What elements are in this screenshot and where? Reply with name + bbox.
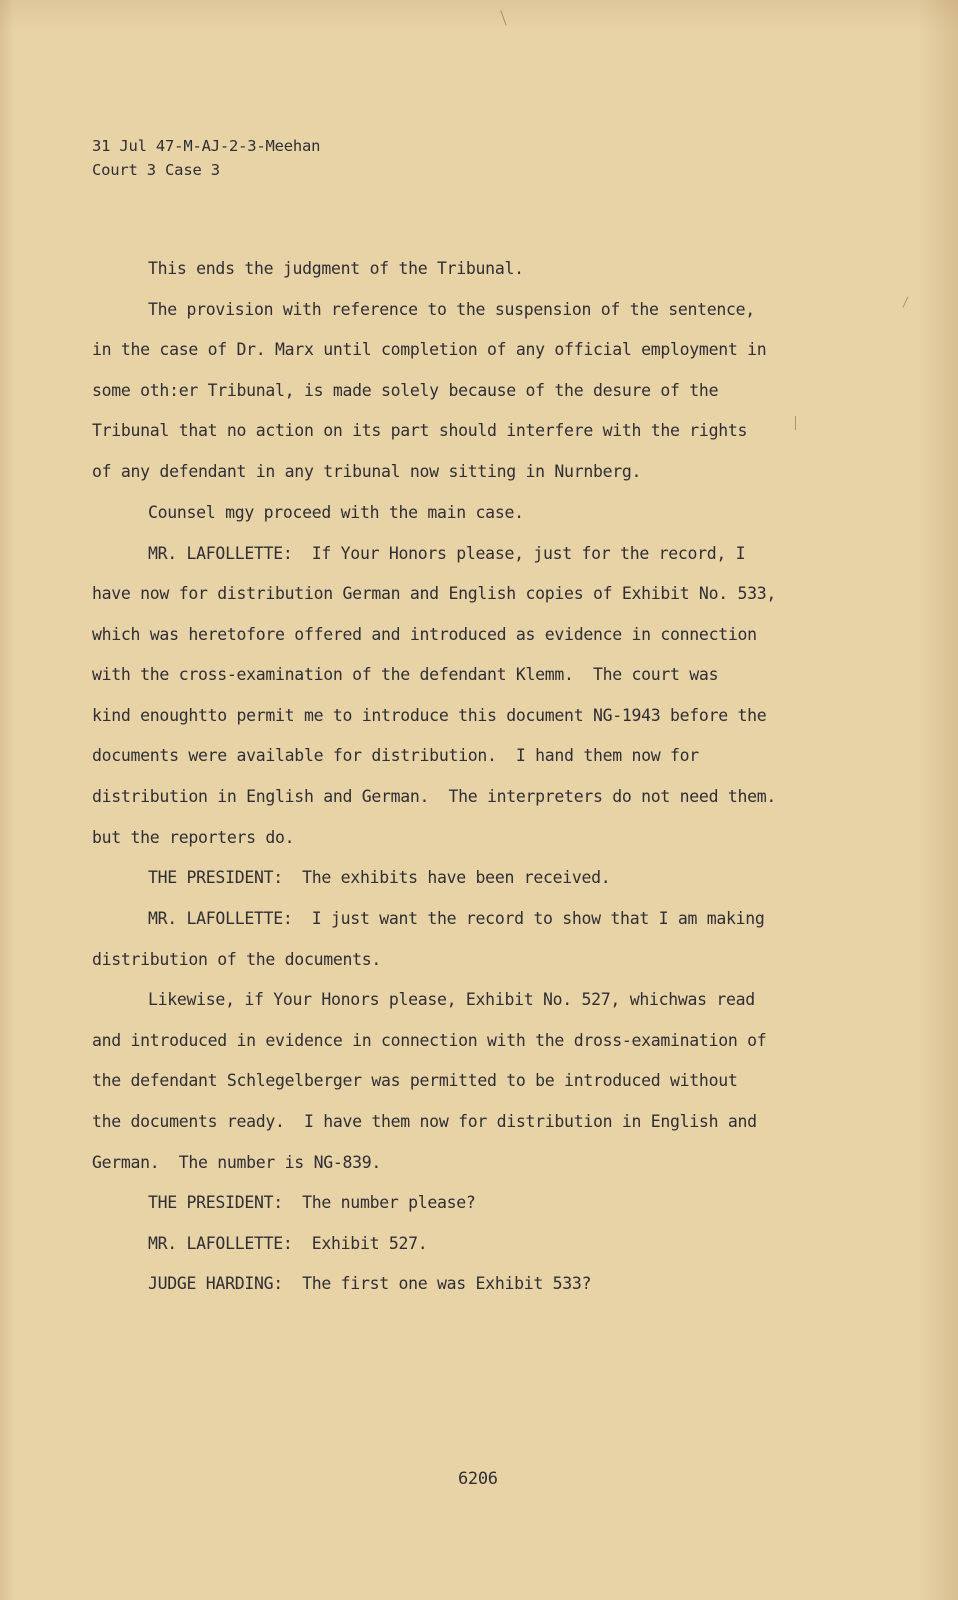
text-line: Likewise, if Your Honors please, Exhibit No. 527, whichwas read: [148, 990, 755, 1009]
text-line: but the reporters do.: [92, 828, 295, 847]
text-line: MR. LAFOLLETTE: If Your Honors please, just for the record, I: [148, 544, 746, 563]
stray-mark: [795, 416, 796, 430]
text-line: JUDGE HARDING: The first one was Exhibit 533?: [148, 1274, 592, 1293]
document-header: [92, 134, 320, 182]
text-line: distribution of the documents.: [92, 950, 382, 969]
text-line: MR. LAFOLLETTE: I just want the record to show that I am making: [148, 909, 765, 928]
text-line: MR. LAFOLLETTE: Exhibit 527.: [148, 1234, 428, 1253]
header-reference: 31 Jul 47-M-AJ-2-3-Meehan: [92, 137, 321, 155]
text-line: This ends the judgment of the Tribunal.: [148, 259, 524, 278]
stray-mark: [500, 10, 506, 25]
text-line: The provision with reference to the suspension of the sentence,: [148, 300, 755, 319]
page-number: 6206: [458, 1469, 498, 1489]
text-line: THE PRESIDENT: The exhibits have been received.: [148, 868, 611, 887]
text-line: the documents ready. I have them now for distribution in English and: [92, 1112, 757, 1131]
text-line: have now for distribution German and English copies of Exhibit No. 533,: [92, 584, 777, 603]
text-line: kind enoughtto permit me to introduce this document NG-1943 before the: [92, 706, 767, 725]
text-line: which was heretofore offered and introduced as evidence in connection: [92, 625, 757, 644]
text-line: Tribunal that no action on its part should interfere with the rights: [92, 421, 748, 440]
text-line: some oth:er Tribunal, is made solely because of the desure of the: [92, 381, 719, 400]
stray-mark: [903, 296, 909, 307]
text-line: in the case of Dr. Marx until completion of any official employment in: [92, 340, 767, 359]
text-line: with the cross-examination of the defendant Klemm. The court was: [92, 665, 719, 684]
text-line: the defendant Schlegelberger was permitted to be introduced without: [92, 1071, 738, 1090]
text-line: THE PRESIDENT: The number please?: [148, 1193, 476, 1212]
text-line: Counsel mgy proceed with the main case.: [148, 503, 524, 522]
header-court-case: Court 3 Case 3: [92, 161, 220, 179]
text-line: and introduced in evidence in connection with the dross-examination of: [92, 1031, 767, 1050]
text-line: German. The number is NG-839.: [92, 1153, 382, 1172]
text-line: of any defendant in any tribunal now sitting in Nurnberg.: [92, 462, 642, 481]
text-line: distribution in English and German. The interpreters do not need them.: [92, 787, 777, 806]
text-line: documents were available for distribution. I hand them now for: [92, 746, 699, 765]
